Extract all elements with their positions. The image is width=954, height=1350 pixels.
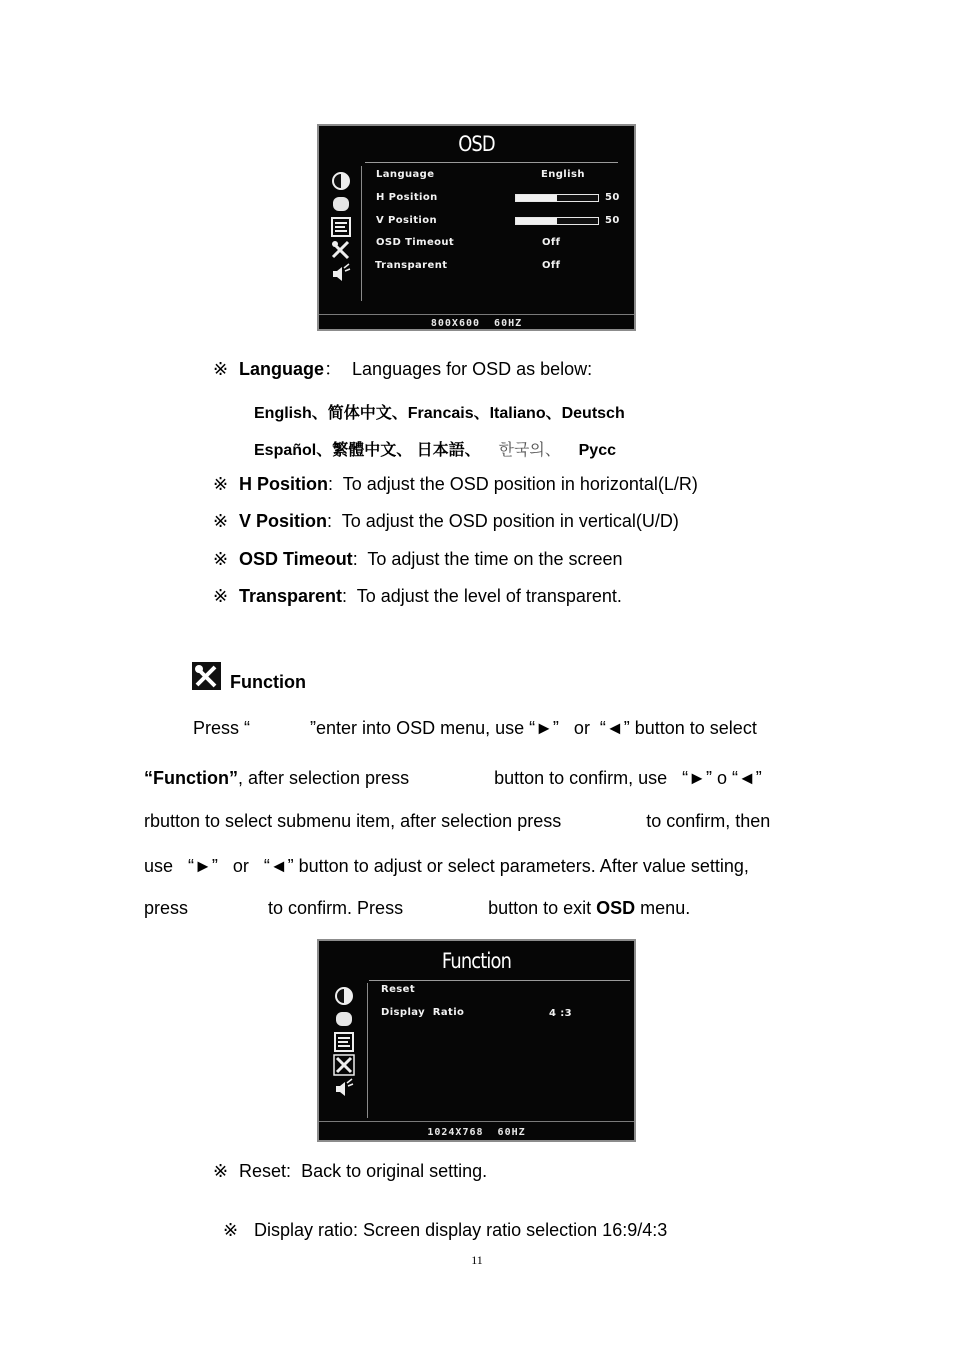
function-footer-rule [319,1121,634,1122]
osd-item-language-label: Language [376,169,435,180]
osd-item-vposition-value: 50 [605,215,620,226]
osd-item-transparent-value: Off [542,260,561,271]
function-heading: Function [230,672,306,692]
function-menu-screenshot [317,939,636,1142]
reference-mark: ※ [213,511,229,531]
osd-item-hposition-desc [213,474,698,495]
vposition-bar [515,217,599,225]
hposition-sep: : [328,474,334,494]
osd-item-hposition-value: 50 [605,192,620,203]
function-para-1: Press “ ”enter into OSD menu, use “►” or “◄” button to select [193,718,757,738]
tools-icon [330,239,352,261]
brightness-icon [333,1008,355,1030]
contrast-icon [333,985,355,1007]
function-para-3: rbutton to select submenu item, after selection press to confirm, then [144,811,771,831]
timeout-sep: : [352,549,358,569]
vposition-desc: To adjust the OSD position in vertical(U/D) [341,511,679,531]
function-term: “Function” [144,768,238,788]
osd-divider [361,166,362,301]
function-item-reset-desc [213,1161,487,1182]
reset-desc: Back to original setting. [301,1161,488,1181]
timeout-desc: To adjust the time on the screen [367,549,623,569]
hposition-bar-fill [516,195,557,201]
osd-item-vposition-label: V Position [376,215,437,226]
languages-list-2c: Pycc [578,442,616,459]
osd-item-vposition-desc [213,511,679,532]
languages-list-1: English、简体中文、Francais、Italiano、Deutsch [254,405,625,422]
languages-list-2b: 한국의、 [498,442,561,459]
tools-icon [192,662,221,690]
brightness-icon [330,193,352,215]
function-para-2 [144,768,762,789]
vposition-sep: : [327,511,333,531]
speaker-icon [333,1077,355,1099]
function-para-5 [144,898,690,919]
function-icon-column [333,985,357,1100]
function-resolution: 1024X768 60HZ [427,1127,526,1138]
languages-list-2 [254,437,616,460]
contrast-icon [330,170,352,192]
tools-icon [333,1054,355,1076]
osd-resolution: 800X600 60HZ [430,318,523,329]
osd-item-hposition-label: H Position [376,192,438,203]
hposition-bar [515,194,599,202]
function-divider [367,983,368,1118]
osd-item-language-value: English [541,169,585,180]
hposition-term: H Position [239,474,328,494]
ratio-desc: Display ratio: Screen display ratio selection 16:9/4:3 [249,1220,668,1240]
page-number: 11 [471,1253,483,1267]
osd-item-timeout-desc [213,549,623,570]
osd-menu-title: OSD [458,132,495,156]
hposition-desc: To adjust the OSD position in horizontal(L/R) [342,474,698,494]
function-item-ratio-value: 4 :3 [549,1008,572,1019]
reference-mark: ※ [213,474,229,494]
reset-sep: : [286,1161,292,1181]
osd-item-transparent-label: Transparent [375,260,448,271]
osd-settings-icon [333,1031,355,1053]
speaker-icon [330,262,352,284]
function-item-ratio-label: Display Ratio [381,1007,465,1018]
language-item [213,355,592,381]
language-desc: Languages for OSD as below: [352,359,593,379]
transparent-desc: To adjust the level of transparent. [356,586,622,606]
reference-mark: ※ [213,1161,229,1181]
language-sep: ： [324,359,343,379]
osd-item-timeout-label: OSD Timeout [376,237,455,248]
function-menu-title: Function [441,949,512,973]
function-para-5c: menu. [635,898,691,918]
languages-list-2a: Español、繁體中文、 日本語、 [254,442,481,459]
function-para-2-rest: , after selection press button to confirm, use “►” o “◄” [237,768,762,788]
reference-mark: ※ [213,549,229,569]
function-para-5a: press to confirm. Press button to exit [144,898,597,918]
function-title-rule [369,980,630,981]
osd-title-rule [365,162,618,163]
osd-footer-rule [319,314,634,315]
reference-mark: ※ [223,1220,239,1240]
vposition-term: V Position [239,511,328,531]
function-para-5-osd: OSD [596,898,636,918]
osd-item-transparent-desc [213,586,622,607]
function-item-reset-label: Reset [381,984,415,995]
vposition-bar-fill [516,218,557,224]
reference-mark: ※ [213,359,229,379]
language-term: Language [239,359,325,379]
transparent-sep: : [342,586,348,606]
function-para-4: use “►” or “◄” button to adjust or select parameters. After value setting, [144,856,749,876]
reference-mark: ※ [213,586,229,606]
osd-menu-screenshot [317,124,636,331]
function-item-ratio-desc [213,1199,667,1241]
transparent-term: Transparent [239,586,343,606]
reset-term: Reset [239,1161,287,1181]
osd-item-timeout-value: Off [542,237,561,248]
osd-icon-column [330,170,354,285]
osd-settings-icon [330,216,352,238]
timeout-term: OSD Timeout [239,549,353,569]
